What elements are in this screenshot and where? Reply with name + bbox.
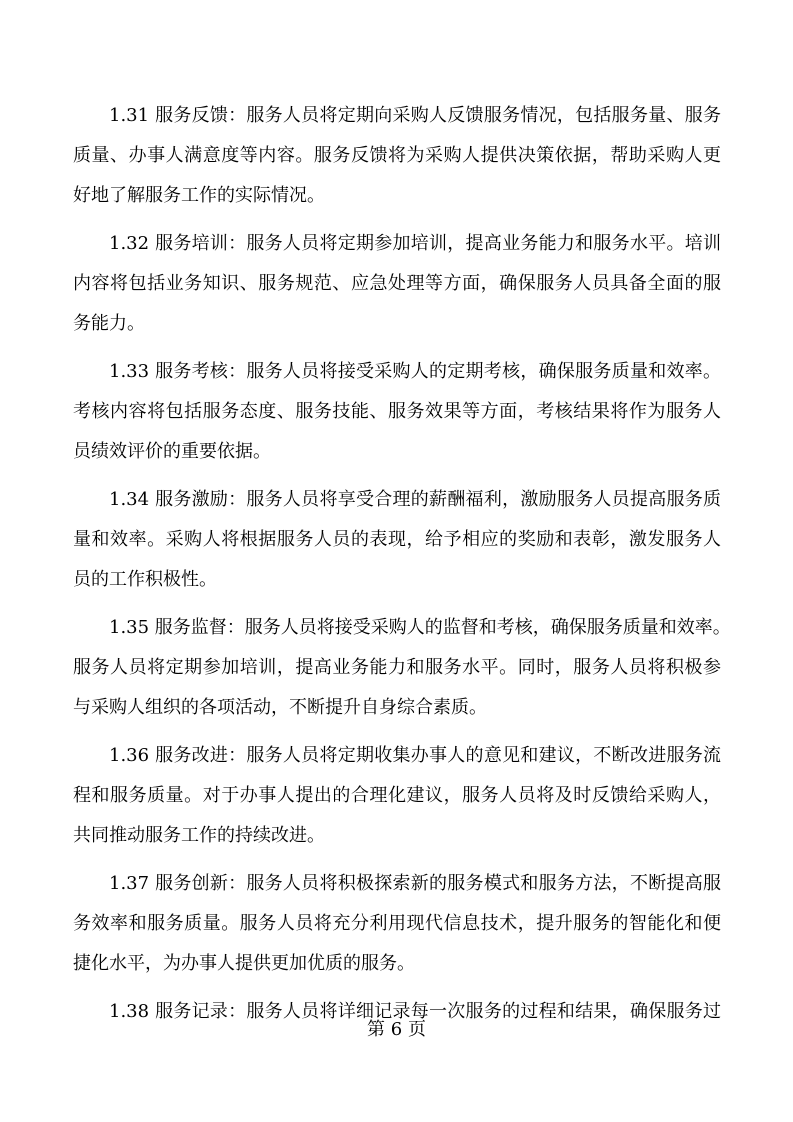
paragraph-line: 1.36 服务改进：服务人员将定期收集办事人的意见和建议，不断改进服务流 (109, 745, 721, 766)
paragraph-1-36 (73, 736, 721, 856)
paragraph-line: 与采购人组织的各项活动，不断提升自身综合素质。 (73, 697, 487, 718)
paragraph-line: 质量、办事人满意度等内容。服务反馈将为采购人提供决策依据，帮助采购人更 (73, 145, 721, 166)
paragraph-line: 员绩效评价的重要依据。 (73, 441, 271, 462)
paragraph-line: 捷化水平，为办事人提供更加优质的服务。 (73, 953, 415, 974)
paragraph-line: 1.31 服务反馈：服务人员将定期向采购人反馈服务情况，包括服务量、服务 (109, 105, 721, 126)
paragraph-line: 1.34 服务激励：服务人员将享受合理的薪酬福利，激励服务人员提高服务质 (109, 489, 721, 510)
paragraph-line: 考核内容将包括服务态度、服务技能、服务效果等方面，考核结果将作为服务人 (73, 401, 721, 422)
paragraph-1-32 (73, 224, 721, 344)
paragraph-line: 1.38 服务记录：服务人员将详细记录每一次服务的过程和结果，确保服务过 (109, 1001, 721, 1022)
paragraph-line: 1.35 服务监督：服务人员将接受采购人的监督和考核，确保服务质量和效率。 (109, 617, 731, 638)
paragraph-line: 1.33 服务考核：服务人员将接受采购人的定期考核，确保服务质量和效率。 (109, 361, 721, 382)
paragraph-line: 程和服务质量。对于办事人提出的合理化建议，服务人员将及时反馈给采购人， (73, 785, 721, 806)
paragraph-line: 务效率和服务质量。服务人员将充分利用现代信息技术，提升服务的智能化和便 (73, 913, 721, 934)
paragraph-line: 好地了解服务工作的实际情况。 (73, 185, 325, 206)
paragraph-1-34 (73, 480, 721, 600)
paragraph-line: 1.37 服务创新：服务人员将积极探索新的服务模式和服务方法，不断提高服 (109, 873, 721, 894)
paragraph-line: 量和效率。采购人将根据服务人员的表现，给予相应的奖励和表彰，激发服务人 (73, 529, 721, 550)
document-body (73, 96, 731, 1040)
paragraph-line: 内容将包括业务知识、服务规范、应急处理等方面，确保服务人员具备全面的服 (73, 273, 721, 294)
paragraph-line: 员的工作积极性。 (73, 569, 217, 590)
paragraph-1-31 (73, 96, 721, 216)
paragraph-line: 1.32 服务培训：服务人员将定期参加培训，提高业务能力和服务水平。培训 (109, 233, 721, 254)
paragraph-1-35 (73, 608, 731, 728)
paragraph-line: 服务人员将定期参加培训，提高业务能力和服务水平。同时，服务人员将积极参 (73, 657, 721, 678)
paragraph-line: 共同推动服务工作的持续改进。 (73, 825, 325, 846)
paragraph-1-37 (73, 864, 721, 984)
page-number-footer: 第 6 页 (367, 1019, 426, 1040)
paragraph-line: 务能力。 (73, 313, 145, 334)
paragraph-1-33 (73, 352, 721, 472)
